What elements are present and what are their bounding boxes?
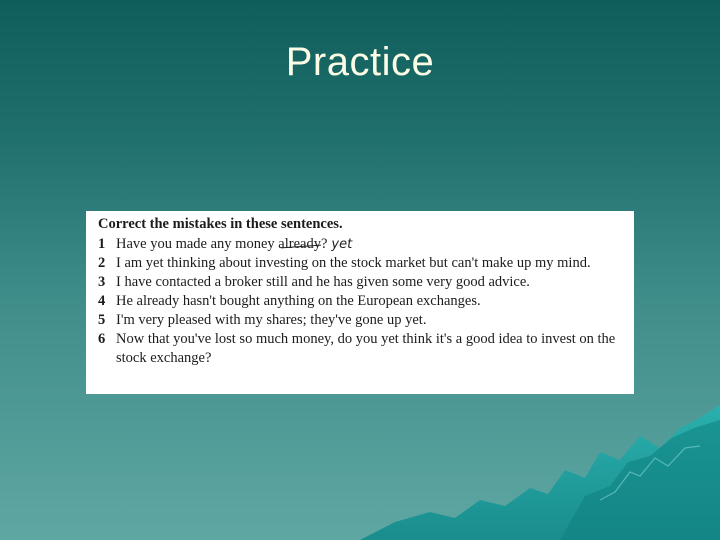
item-text: I have contacted a broker still and he has given some very good advice.: [116, 274, 530, 290]
list-item: [98, 254, 624, 273]
item-text: He already hasn't bought anything on the European exchanges.: [116, 293, 481, 309]
item-number: 2: [98, 255, 106, 271]
list-item: [98, 330, 624, 368]
item-number: 3: [98, 274, 106, 290]
handwritten-correction: yet: [331, 237, 353, 252]
list-item: [98, 311, 624, 330]
item-text: I am yet thinking about investing on the stock market but can't make up my mind.: [116, 255, 591, 271]
list-item: [98, 273, 624, 292]
exercise-image: [86, 211, 634, 394]
exercise-heading: Correct the mistakes in these sentences.: [98, 216, 343, 232]
item-text-post: ?: [320, 236, 328, 252]
item-text: I'm very pleased with my shares; they've gone up yet.: [116, 312, 427, 328]
list-item: [98, 235, 624, 254]
item-text: Now that you've lost so much money, do you yet think it's a good idea to invest on the stock exchange?: [116, 331, 616, 366]
item-number: 4: [98, 293, 106, 309]
item-text-pre: Have you made any money: [116, 236, 279, 252]
item-number: 1: [98, 236, 106, 252]
slide-title: Practice: [285, 40, 435, 84]
item-text: [116, 235, 624, 254]
item-number: 6: [98, 331, 106, 347]
list-item: [98, 292, 624, 311]
item-number: 5: [98, 312, 106, 328]
struck-word: already: [278, 236, 321, 252]
